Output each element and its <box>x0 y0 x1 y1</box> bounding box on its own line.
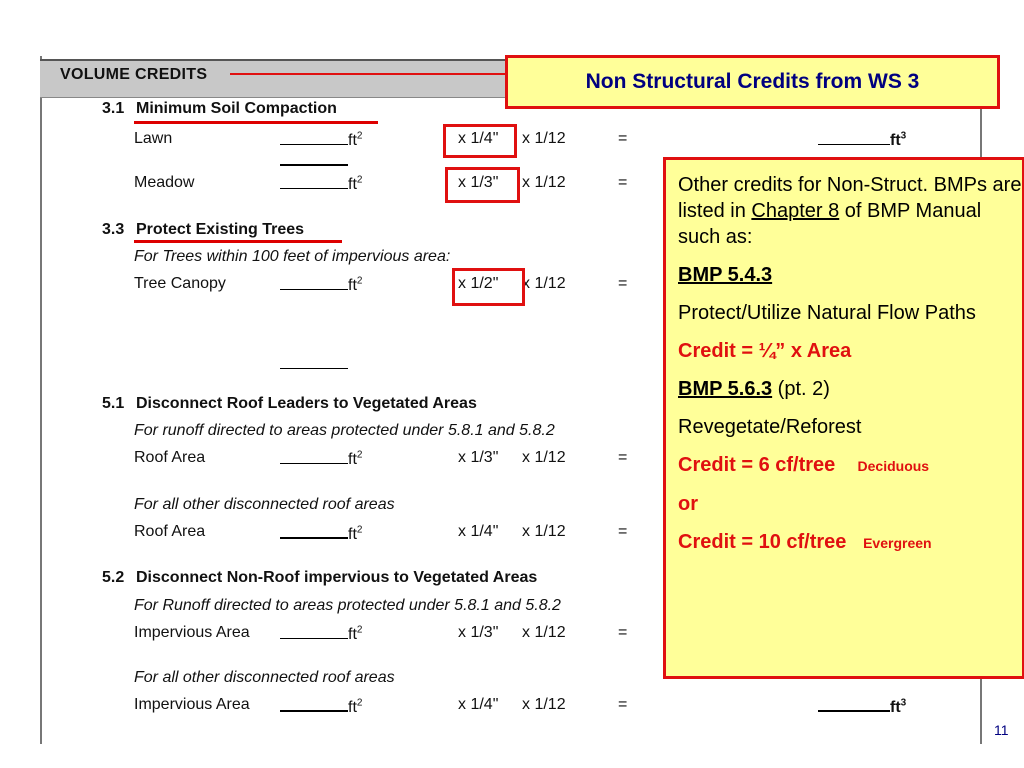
volume-field: $ft^3$ <box>818 696 906 717</box>
section-title: Disconnect Non-Roof impervious to Vegetated Areas <box>136 569 538 586</box>
equals-sign: = <box>618 449 628 466</box>
equals-sign: = <box>618 130 628 147</box>
worksheet-left-border <box>40 56 42 744</box>
area-field: $ft^2$ <box>280 696 362 717</box>
depth-factor: x 1/3" <box>458 624 499 641</box>
callout-title: Non Structural Credits from WS 3 <box>585 70 920 93</box>
depth-factor: x 1/4" <box>458 130 499 147</box>
callout-notes-box <box>663 157 1024 679</box>
section-number: 5.1 <box>102 395 125 412</box>
section-3-3 <box>102 221 304 239</box>
bmp-5-6-3-line: BMP 5.6.3 (pt. 2) <box>678 378 830 400</box>
section-title: Minimum Soil Compaction <box>136 100 337 117</box>
or-text: or <box>678 493 698 515</box>
area-field: $ft^2$ <box>280 449 362 469</box>
conversion-factor: x 1/12 <box>522 130 566 147</box>
volume-field: $ft^3$ <box>818 130 906 150</box>
row-label: Tree Canopy <box>134 275 226 292</box>
bmp-5-6-3-description: Revegetate/Reforest <box>678 416 862 438</box>
equals-sign: = <box>618 275 628 292</box>
conversion-factor: x 1/12 <box>522 624 566 641</box>
equals-sign: = <box>618 624 628 641</box>
conversion-factor: x 1/12 <box>522 523 566 540</box>
section-number: 3.1 <box>102 100 125 117</box>
section-note: For Runoff directed to areas protected under 5.8.1 and 5.8.2 <box>134 597 561 614</box>
evergreen-note: Evergreen <box>863 535 932 551</box>
credit-quarter-area: Credit = ¼” x Area <box>678 340 852 362</box>
area-field: $ft^2$ <box>280 523 362 544</box>
area-field: $ft^2$ <box>280 174 362 194</box>
depth-factor: x 1/3" <box>458 174 499 191</box>
area-field: $ft^2$ <box>280 624 362 644</box>
area-field: $ft^2$ <box>280 275 362 295</box>
bmp-5-4-3-description: Protect/Utilize Natural Flow Paths <box>678 302 976 324</box>
callout-pointer-line <box>230 73 508 75</box>
bmp-5-6-3-label: BMP 5.6.3 <box>678 378 773 400</box>
section-number: 3.3 <box>102 221 125 238</box>
area-field: $ft^2$ <box>280 130 362 150</box>
row-label: Roof Area <box>134 449 206 466</box>
section-underline <box>134 240 342 243</box>
depth-factor: x 1/4" <box>458 696 499 713</box>
section-note: For all other disconnected roof areas <box>134 496 395 513</box>
depth-factor: x 1/2" <box>458 275 499 292</box>
highlight-box <box>452 268 525 306</box>
bmp-5-4-3-label: BMP 5.4.3 <box>678 264 773 286</box>
section-note: For all other disconnected roof areas <box>134 669 395 686</box>
depth-factor: x 1/3" <box>458 449 499 466</box>
credit-deciduous-line: Credit = 6 cf/tree Deciduous <box>678 454 930 476</box>
section-underline <box>134 121 378 124</box>
chapter-link[interactable]: Chapter 8 <box>751 200 840 222</box>
section-5-2 <box>102 569 537 587</box>
page-number: 11 <box>994 722 1009 738</box>
equals-sign: = <box>618 696 628 713</box>
row-label: Impervious Area <box>134 696 250 713</box>
section-note: For Trees within 100 feet of impervious area: <box>134 248 451 265</box>
section-5-1 <box>102 395 477 413</box>
row-label: Lawn <box>134 130 173 147</box>
row-label: Meadow <box>134 174 195 191</box>
callout-intro: Other credits for Non-Struct. BMPs are listed in Chapter 8 of BMP Manual such as: <box>678 174 1022 248</box>
section-number: 5.2 <box>102 569 125 586</box>
deciduous-note: Deciduous <box>857 458 930 474</box>
equals-sign: = <box>618 174 628 191</box>
row-label: Roof Area <box>134 523 206 540</box>
conversion-factor: x 1/12 <box>522 449 566 466</box>
section-note: For runoff directed to areas protected under 5.8.1 and 5.8.2 <box>134 422 555 439</box>
conversion-factor: x 1/12 <box>522 275 566 292</box>
conversion-factor: x 1/12 <box>522 696 566 713</box>
conversion-factor: x 1/12 <box>522 174 566 191</box>
section-title: Disconnect Roof Leaders to Vegetated Areas <box>136 395 477 412</box>
depth-factor: x 1/4" <box>458 523 499 540</box>
worksheet-header-title: VOLUME CREDITS <box>60 66 208 83</box>
callout-title-box <box>505 55 1000 109</box>
equals-sign: = <box>618 523 628 540</box>
subtotal-line <box>280 368 348 369</box>
subtotal-line <box>280 164 348 166</box>
row-label: Impervious Area <box>134 624 250 641</box>
highlight-box <box>445 167 520 203</box>
section-title: Protect Existing Trees <box>136 221 305 238</box>
section-3-1 <box>102 100 337 118</box>
credit-evergreen-line: Credit = 10 cf/tree Evergreen <box>678 531 932 553</box>
highlight-box <box>443 124 517 158</box>
